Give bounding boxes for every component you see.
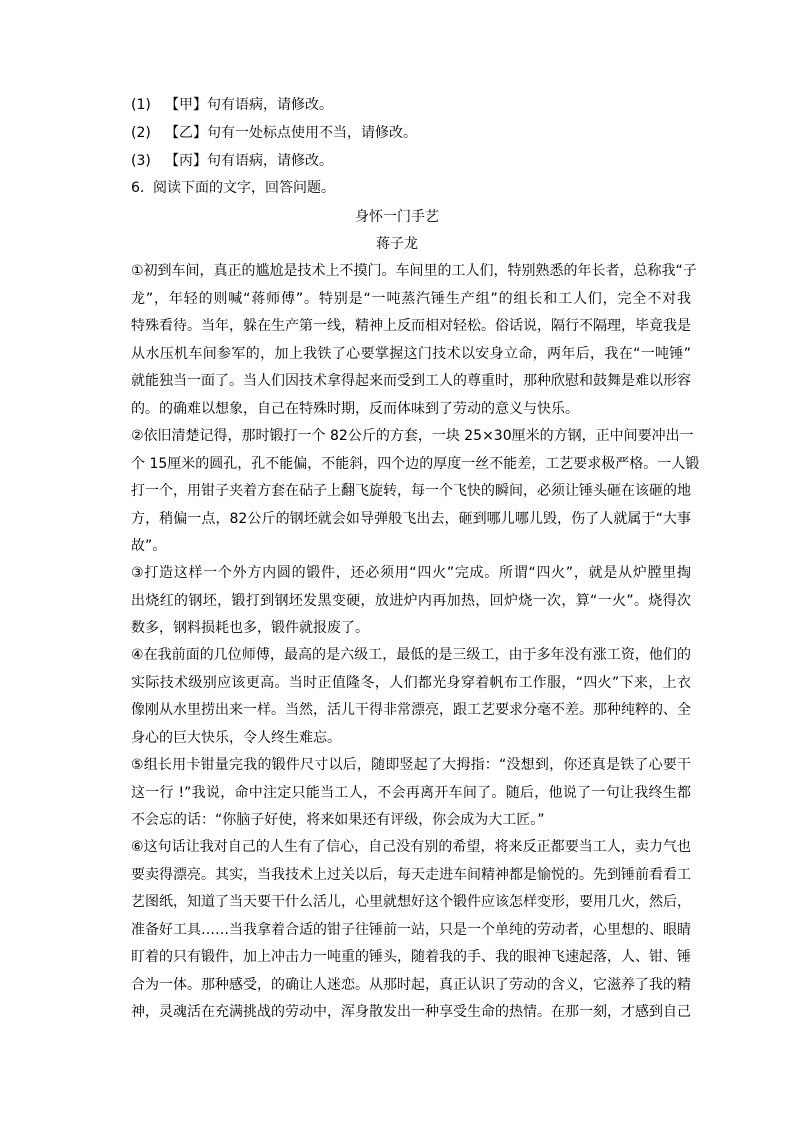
- question-text: 【丙】句有语病，请修改。: [165, 153, 333, 169]
- paragraph-2: [131, 423, 700, 561]
- paragraph-4: [131, 642, 691, 752]
- text-line: 数多，钢料损耗也多，锻件就报废了。: [131, 620, 369, 636]
- text-line: 龙”，年轻的则喊“蒋师傅”。特别是“一吨蒸汽锤生产组”的组长和工人们，完全不对我: [131, 290, 691, 307]
- item-number: 6.: [131, 180, 145, 196]
- article-author: 蒋子龙: [376, 236, 418, 252]
- paragraph-5: [131, 752, 691, 835]
- question-number: (2): [131, 125, 151, 141]
- text-line: ③打造这样一个外方内圆的锻件，还必须用“四火”完成。所谓“四火”，就是从炉膛里掏: [131, 565, 691, 581]
- item-instruction: 阅读下面的文字，回答问题。: [153, 180, 335, 196]
- text-line: 合为一体。那种感受，的确让人迷恋。从那时起，真正认识了劳动的含义，它滋养了我的精: [131, 976, 691, 993]
- text-line: ⑤组长用卡钳量完我的锻件尺寸以后，随即竖起了大拇指：“没想到，你还真是铁了心要干: [131, 757, 691, 773]
- text-line: 不会忘的话：“你脑子好使，将来如果还有评级，你会成为大工匠。”: [131, 812, 545, 828]
- text-line: 实际技术级别应该更高。当时正值隆冬，人们都光身穿着帆布工作服，“四火”下来，上衣: [131, 674, 691, 691]
- question-1: [131, 95, 333, 115]
- text-line: 艺图纸，知道了当天要干什么活儿，心里就想好这个锻件应该怎样变形，要用几火，然后，: [131, 894, 691, 910]
- question-text: 【甲】句有语病，请修改。: [165, 97, 333, 113]
- text-line: ②依旧清楚记得，那时锻打一个 82公斤的方套，一块 25×30厘米的方钢，正中间要冲出一: [131, 428, 694, 444]
- text-line: 特殊看待。当年，躲在生产第一线，精神上反而相对轻松。俗话说，隔行不隔理，毕竟我是: [131, 318, 691, 334]
- text-line: ①初到车间，真正的尴尬是技术上不摸门。车间里的工人们，特别熟悉的年长者，总称我“子: [131, 263, 697, 279]
- text-line: 这一行 !”我说，命中注定只能当工人，不会再离开车间了。随后，他说了一句让我终生都: [131, 784, 691, 801]
- text-line: 就能独当一面了。当人们因技术拿得起来而受到工人的尊重时，那种欣慰和鼓舞是难以形容: [131, 373, 691, 389]
- text-line: 像刚从水里捞出来一样。当然，活儿干得非常漂亮，跟工艺要求分毫不差。那种纯粹的、全: [131, 702, 691, 718]
- text-line: 方，稍偏一点，82公斤的钢坯就会如导弹般飞出去，砸到哪儿哪儿毁，伤了人就属于“大事: [131, 510, 691, 527]
- text-line: 从水压机车间参军的，加上我铁了心要掌握这门技术以安身立命，两年后，我在“一吨锤”: [131, 345, 691, 362]
- paragraph-6: [131, 834, 691, 1027]
- text-line: 的。的确难以想象，自己在特殊时期，反而体味到了劳动的意义与快乐。: [131, 400, 579, 417]
- item-6: [131, 178, 335, 198]
- paragraph-1: [131, 258, 697, 423]
- text-line: 出烧红的钢坯，锻打到钢坯发黑变硬，放进炉内再加热，回炉烧一次，算“一火”。烧得次: [131, 592, 691, 609]
- text-line: 个 15厘米的圆孔，孔不能偏，不能斜，四个边的厚度一丝不能差，工艺要求极严格。一人锻: [131, 455, 700, 472]
- question-3: [131, 151, 333, 171]
- text-line: 打一个，用钳子夹着方套在砧子上翻飞旋转，每一个飞快的瞬间，必须让锤头砸在该砸的地: [131, 483, 691, 499]
- text-line: ④在我前面的几位师傅，最高的是六级工，最低的是三级工，由于多年没有涨工资，他们的: [131, 647, 691, 663]
- paragraph-3: [131, 560, 691, 643]
- question-text: 【乙】句有一处标点使用不当，请修改。: [165, 125, 417, 141]
- text-line: 故”。: [131, 538, 167, 554]
- text-line: ⑥这句话让我对自己的人生有了信心，自己没有别的希望，将来反正都要当工人，卖力气也: [131, 839, 691, 855]
- question-number: (1): [131, 97, 151, 113]
- text-line: 盯着的只有锻件，加上冲击力一吨重的锤头，随着我的手、我的眼神飞速起落，人、钳、锤: [131, 949, 691, 965]
- question-2: [131, 123, 417, 143]
- article-title: 身怀一门手艺: [355, 209, 439, 225]
- question-number: (3): [131, 153, 151, 169]
- text-line: 身心的巨大快乐，令人终生难忘。: [131, 729, 341, 746]
- text-line: 准备好工具……当我拿着合适的钳子往锤前一站，只是一个单纯的劳动者，心里想的、眼睛: [131, 921, 691, 938]
- text-line: 要卖得漂亮。其实，当我技术上过关以后，每天走进车间精神都是愉悦的。先到锤前看看工: [131, 866, 691, 883]
- text-line: 神，灵魂活在充满挑战的劳动中，浑身散发出一种享受生命的热情。在那一刻，才感到自己: [131, 1004, 691, 1020]
